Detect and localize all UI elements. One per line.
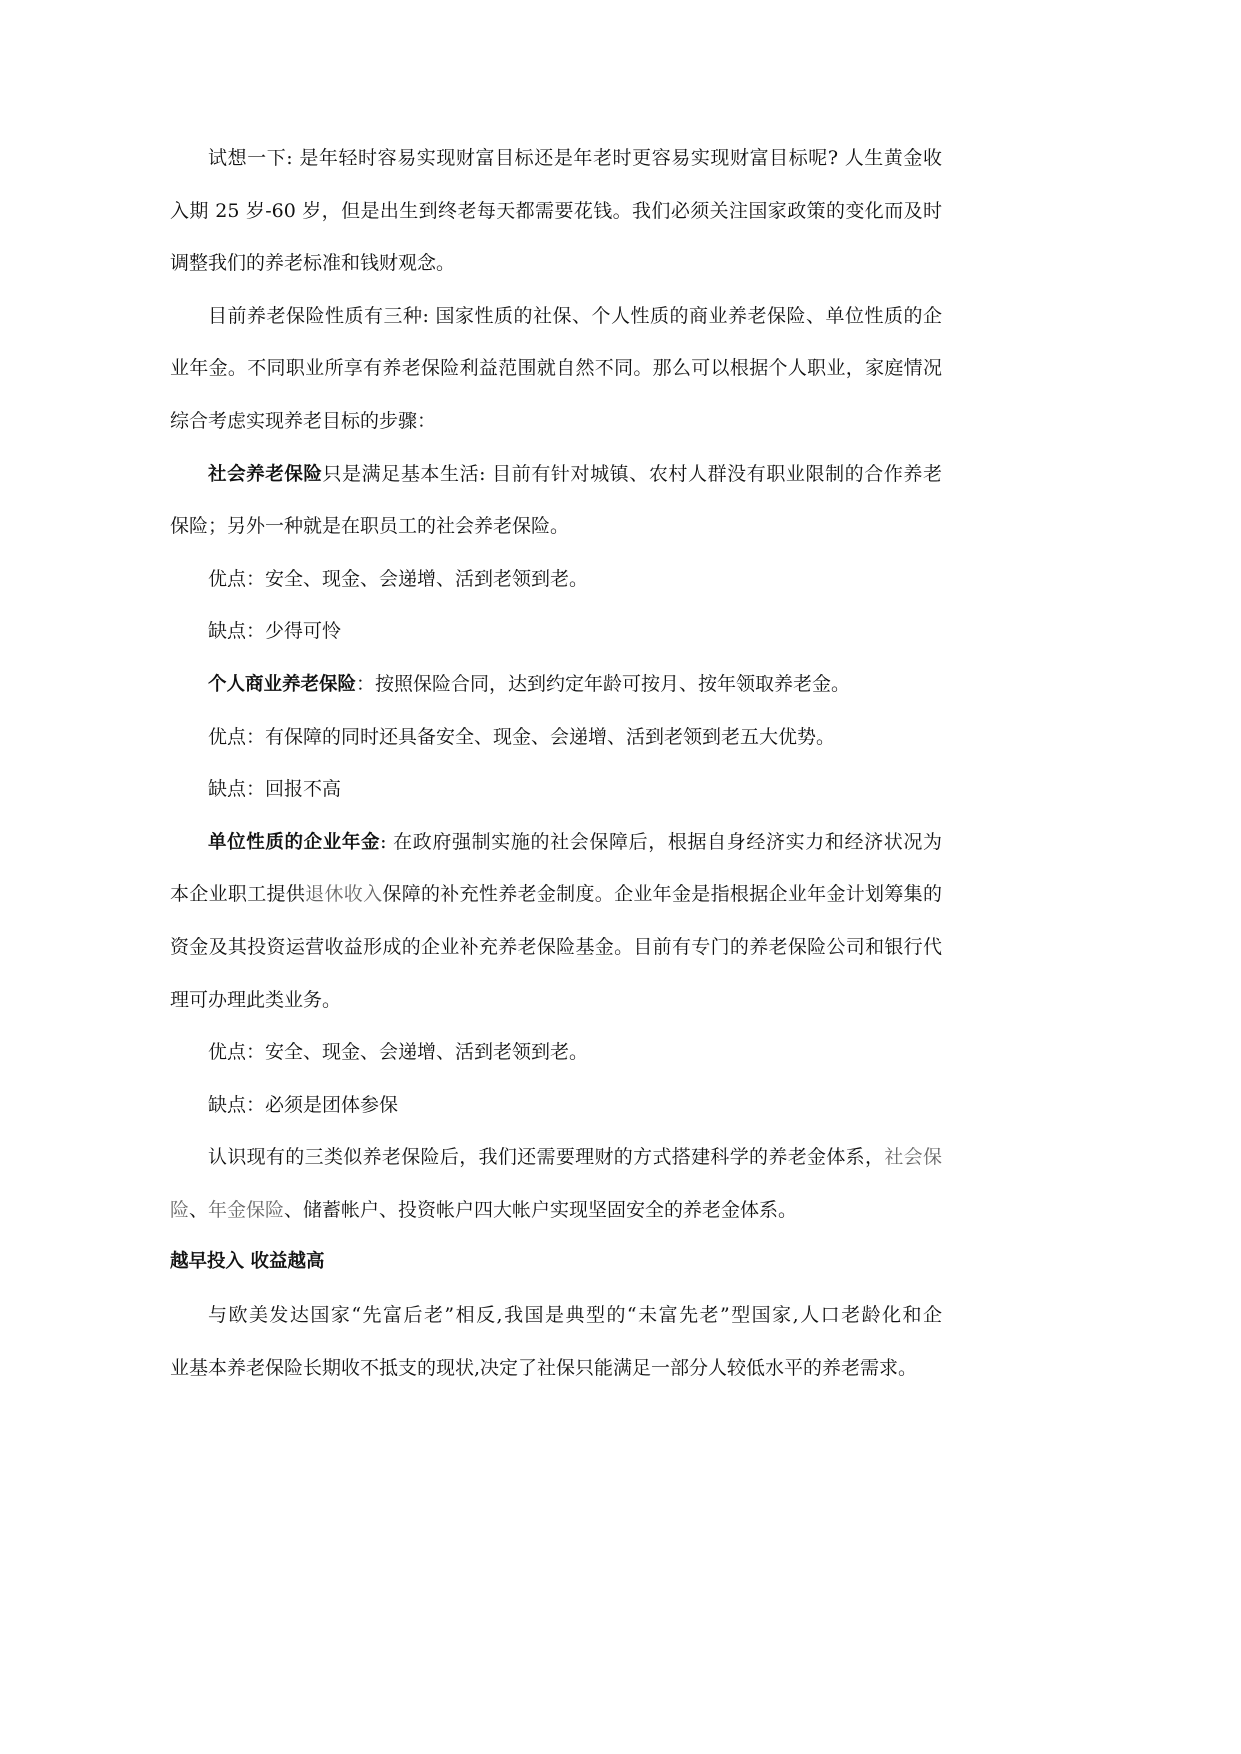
text-span: 越早投入 收益越高 — [170, 1251, 325, 1273]
text-span: 保障的补充性养老金制度。企业年金是指根据企业年金计划筹集的 — [382, 883, 942, 906]
paragraph — [170, 719, 942, 772]
bold-term: 社会养老保险 — [208, 463, 323, 485]
text-span: 只是满足基本生活: 目前有针对城镇、农村人群没有职业限制的合作养老 — [322, 462, 942, 485]
text-line — [170, 561, 942, 614]
paragraph — [170, 140, 942, 298]
paragraph — [170, 1087, 942, 1140]
text-span: 缺点：回报不高 — [208, 778, 342, 801]
text-span: 优点：有保障的同时还具备安全、现金、会递增、活到老领到老五大优势。 — [208, 725, 836, 748]
section-heading — [170, 1244, 942, 1297]
text-span: 调整我们的养老标准和钱财观念。 — [170, 252, 456, 275]
text-span: 理可办理此类业务。 — [170, 988, 342, 1011]
bold-term: 单位性质的企业年金 — [208, 831, 381, 853]
text-line — [170, 1297, 942, 1350]
text-span: 综合考虑实现养老目标的步骤： — [170, 409, 437, 432]
text-span: 目前养老保险性质有三种: 国家性质的社保、个人性质的商业养老保险、单位性质的企 — [208, 304, 942, 327]
text-line — [170, 666, 942, 719]
text-line — [170, 1350, 942, 1403]
paragraph — [170, 1139, 942, 1244]
text-line — [170, 613, 942, 666]
text-line — [170, 719, 942, 772]
text-span: 资金及其投资运营收益形成的企业补充养老保险基金。目前有专门的养老保险公司和银行代 — [170, 935, 942, 958]
text-line — [170, 929, 942, 982]
text-line — [170, 771, 942, 824]
paragraph — [170, 456, 942, 561]
link-text[interactable]: 退休收入 — [305, 883, 383, 906]
paragraph — [170, 298, 942, 456]
text-span: 缺点：少得可怜 — [208, 620, 342, 643]
text-line — [170, 1192, 942, 1245]
link-text[interactable]: 社会保 — [884, 1146, 942, 1169]
paragraph — [170, 613, 942, 666]
text-line — [170, 982, 942, 1035]
paragraph — [170, 666, 942, 719]
text-line — [170, 824, 942, 877]
text-span: 业年金。不同职业所享有养老保险利益范围就自然不同。那么可以根据个人职业，家庭情况 — [170, 357, 942, 380]
link-text[interactable]: 年金保险 — [208, 1198, 285, 1221]
text-line — [170, 1087, 942, 1140]
text-line — [170, 403, 942, 456]
document-body — [170, 140, 942, 1402]
text-span: 缺点：必须是团体参保 — [208, 1093, 399, 1116]
text-line — [170, 456, 942, 509]
text-span: 优点：安全、现金、会递增、活到老领到老。 — [208, 567, 589, 590]
text-line — [170, 1244, 942, 1297]
text-line — [170, 876, 942, 929]
text-line — [170, 508, 942, 561]
text-span: 试想一下: 是年轻时容易实现财富目标还是年老时更容易实现财富目标呢? 人生黄金收 — [208, 147, 942, 169]
text-span: 认识现有的三类似养老保险后，我们还需要理财的方式搭建科学的养老金体系， — [208, 1146, 885, 1169]
text-span: : 在政府强制实施的社会保障后，根据自身经济实力和经济状况为 — [380, 830, 942, 853]
text-span: 本企业职工提供 — [170, 883, 306, 906]
bold-term: 个人商业养老保险 — [208, 673, 357, 695]
text-line — [170, 140, 942, 193]
text-line — [170, 298, 942, 351]
text-span: 与欧美发达国家“先富后老”相反,我国是典型的“未富先老”型国家,人口老龄化和企 — [208, 1304, 942, 1327]
text-line — [170, 1034, 942, 1087]
text-line — [170, 245, 942, 298]
paragraph — [170, 1034, 942, 1087]
text-span: 、 — [189, 1198, 209, 1221]
paragraph — [170, 561, 942, 614]
paragraph — [170, 771, 942, 824]
text-span: 保险；另外一种就是在职员工的社会养老保险。 — [170, 515, 570, 538]
text-span: ：按照保险合同，达到约定年龄可按月、按年领取养老金。 — [356, 672, 851, 695]
text-line — [170, 193, 942, 246]
text-span: 、储蓄帐户、投资帐户四大帐户实现坚固安全的养老金体系。 — [284, 1198, 798, 1221]
text-span: 业基本养老保险长期收不抵支的现状,决定了社保只能满足一部分人较低水平的养老需求。 — [170, 1356, 918, 1379]
paragraph — [170, 1297, 942, 1402]
link-text[interactable]: 险 — [170, 1198, 190, 1221]
paragraph — [170, 824, 942, 1034]
text-span: 入期 25 岁-60 岁，但是出生到终老每天都需要花钱。我们必须关注国家政策的变化而及时 — [170, 199, 942, 222]
text-span: 优点：安全、现金、会递增、活到老领到老。 — [208, 1041, 589, 1064]
text-line — [170, 350, 942, 403]
text-line — [170, 1139, 942, 1192]
